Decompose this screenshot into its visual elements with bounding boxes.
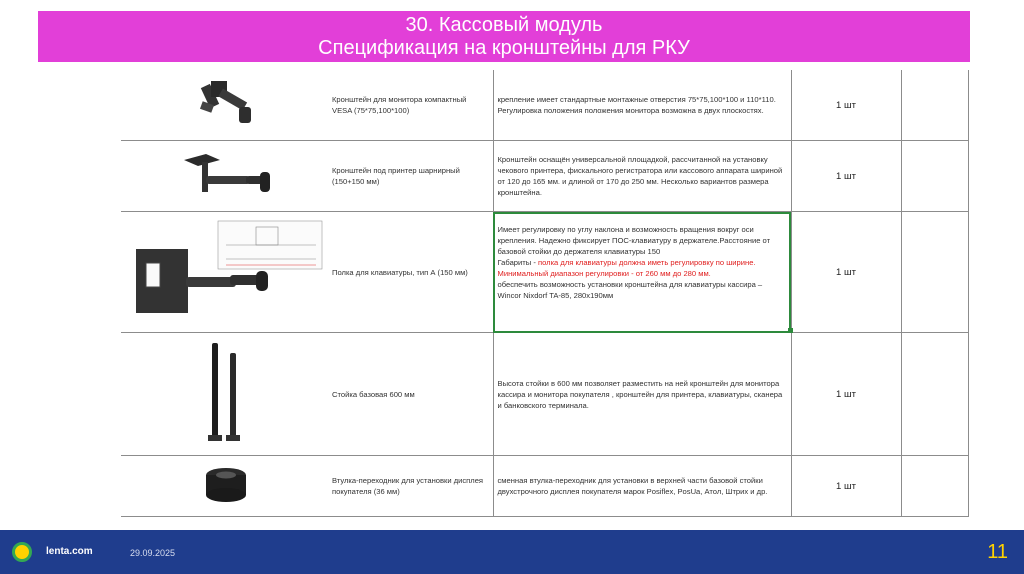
selection-handle[interactable] xyxy=(788,328,793,333)
keyboard-shelf-image xyxy=(126,215,326,329)
highlighted-requirement: полка для клавиатуры должна иметь регулировку по ширине. Минимальный диапазон регулировки - от 260 мм до 280 мм. xyxy=(497,258,756,278)
table-row xyxy=(121,70,968,141)
item-quantity: 1 шт xyxy=(791,333,901,456)
table-row xyxy=(121,456,968,517)
slide-subtitle: Спецификация на кронштейны для РКУ xyxy=(318,37,690,59)
image-cell xyxy=(121,70,328,141)
item-quantity: 1 шт xyxy=(791,212,901,333)
item-name: Полка для клавиатуры, тип А (150 мм) xyxy=(328,212,493,333)
empty-cell xyxy=(901,70,968,141)
item-quantity: 1 шт xyxy=(791,456,901,517)
slide-title-banner xyxy=(38,11,970,62)
description-note: обеспечить возможность установки кронштейна для клавиатуры кассира – Wincor Nixdorf TA-85, 280х190мм xyxy=(497,280,763,300)
item-description-selected[interactable] xyxy=(493,212,791,333)
footer-bar xyxy=(0,530,1024,574)
adapter-sleeve-image xyxy=(201,465,251,507)
item-description: Высота стойки в 600 мм позволяет разместить на ней кронштейн для монитора кассира и монитора покупателя , кронштейн для принтера, клавиатуры, сканера и банковского терминала. xyxy=(493,333,791,456)
lenta-logo-icon xyxy=(12,542,32,562)
page-number: 11 xyxy=(987,541,1008,563)
image-cell xyxy=(121,141,328,212)
table-row xyxy=(121,333,968,456)
item-description: крепление имеет стандартные монтажные отверстия 75*75,100*100 и 110*110. Регулировка положения положения монитора возможна в двух плоскостях. xyxy=(493,70,791,141)
table-row xyxy=(121,141,968,212)
spec-table xyxy=(121,70,969,517)
item-name: Кронштейн для монитора компактный VESA (75*75,100*100) xyxy=(328,70,493,141)
empty-cell xyxy=(901,456,968,517)
description-text: Имеет регулировку по углу наклона и возможность вращения вокруг оси крепления. Надежно фиксирует ПОС-клавиатуру в держателе.Расстояние от базовой стойки до держателя клавиатуры 150 xyxy=(497,225,771,256)
base-stand-image xyxy=(196,339,256,449)
image-cell xyxy=(121,333,328,456)
item-description: Кронштейн оснащён универсальной площадкой, рассчитанной на установку чекового принтера, фискального регистратора или кассового аппарата шириной от 120 до 165 мм. и длиной от 170 до 250 мм. Несколько вариантов размера кронштейна. xyxy=(493,141,791,212)
empty-cell xyxy=(901,141,968,212)
empty-cell xyxy=(901,333,968,456)
monitor-bracket-image xyxy=(191,77,261,133)
footer-date: 29.09.2025 xyxy=(130,548,176,558)
item-description: сменная втулка-переходник для установки в верхней части базовой стойки двухстрочного дисплея покупателя марок Posiflex, PosUa, Атол, Штрих и др. xyxy=(493,456,791,517)
description-label: Габариты - xyxy=(497,258,538,267)
slide-title: 30. Кассовый модуль xyxy=(405,14,603,36)
item-quantity: 1 шт xyxy=(791,70,901,141)
item-name: Кронштейн под принтер шарнирный (150+150 мм) xyxy=(328,141,493,212)
table-row xyxy=(121,212,968,333)
image-cell xyxy=(121,456,328,517)
item-name: Стойка базовая 600 мм xyxy=(328,333,493,456)
item-name: Втулка-переходник для установки дисплея покупателя (36 мм) xyxy=(328,456,493,517)
footer-logo-text: lenta.com xyxy=(46,546,93,557)
printer-bracket-image xyxy=(176,146,276,206)
image-cell xyxy=(121,212,328,333)
empty-cell xyxy=(901,212,968,333)
item-quantity: 1 шт xyxy=(791,141,901,212)
